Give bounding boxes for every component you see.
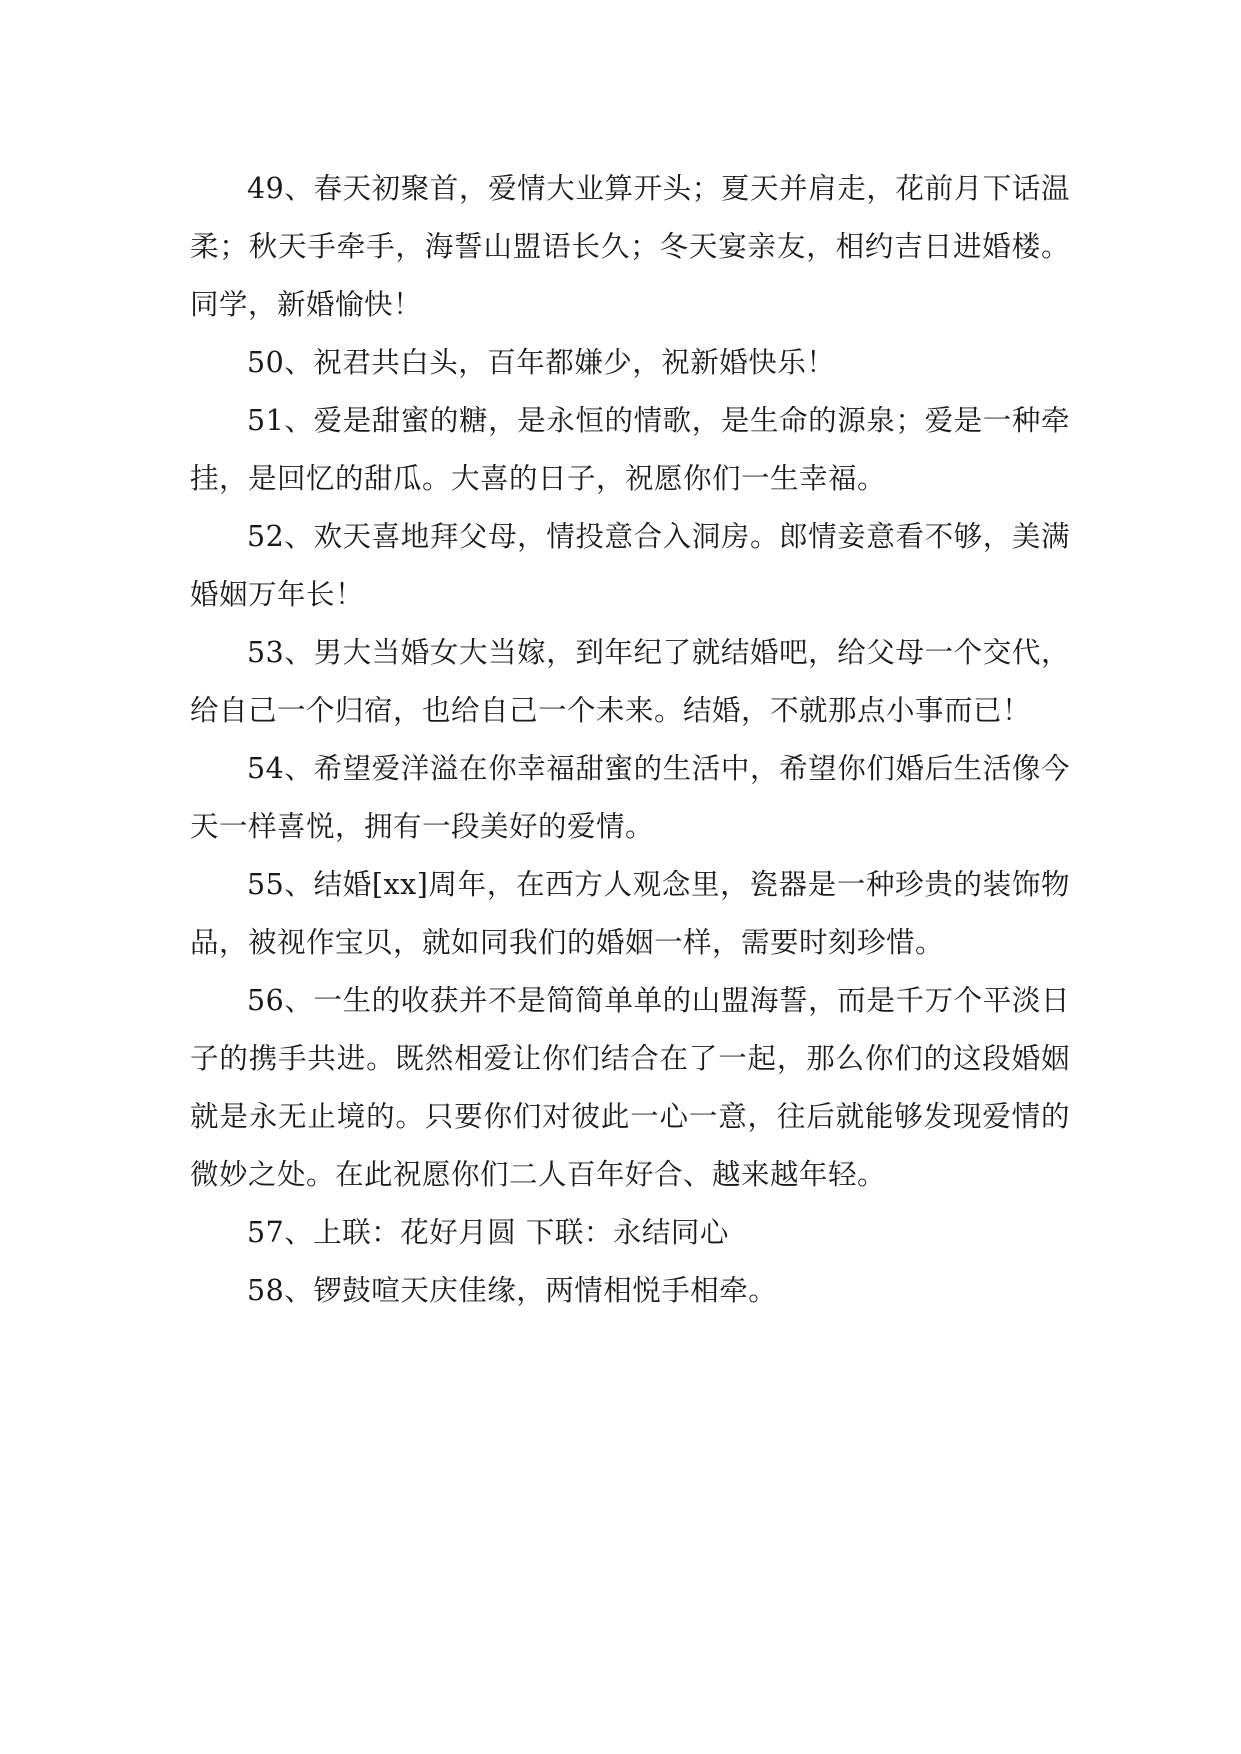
paragraph-54: 54、希望爱洋溢在你幸福甜蜜的生活中，希望你们婚后生活像今天一样喜悦，拥有一段美好的爱情。 — [190, 752, 1070, 843]
paragraph-50: 50、祝君共白头，百年都嫌少，祝新婚快乐！ — [247, 346, 836, 379]
paragraph-56: 56、一生的收获并不是简简单单的山盟海誓，而是千万个平淡日子的携手共进。既然相爱让你们结合在了一起，那么你们的这段婚姻就是永无止境的。只要你们对彼此一心一意，往后就能够发现爱情的微妙之处。在此祝愿你们二人百年好合、越来越年轻。 — [190, 984, 1070, 1191]
paragraph-58: 58、锣鼓喧天庆佳缘，两情相悦手相牵。 — [247, 1274, 778, 1307]
paragraph-53: 53、男大当婚女大当嫁，到年纪了就结婚吧，给父母一个交代，给自己一个归宿，也给自己一个未来。结婚，不就那点小事而已！ — [190, 636, 1070, 727]
document-body — [190, 160, 1070, 1320]
paragraph-52: 52、欢天喜地拜父母，情投意合入洞房。郎情妾意看不够，美满婚姻万年长！ — [190, 520, 1070, 611]
paragraph-55: 55、结婚[xx]周年，在西方人观念里，瓷器是一种珍贵的装饰物品，被视作宝贝，就如同我们的婚姻一样，需要时刻珍惜。 — [190, 868, 1070, 959]
paragraph-57: 57、上联：花好月圆 下联：永结同心 — [247, 1216, 729, 1249]
paragraph-51: 51、爱是甜蜜的糖，是永恒的情歌，是生命的源泉；爱是一种牵挂，是回忆的甜瓜。大喜的日子，祝愿你们一生幸福。 — [190, 404, 1070, 495]
paragraph-49: 49、春天初聚首，爱情大业算开头；夏天并肩走，花前月下话温柔；秋天手牵手，海誓山盟语长久；冬天宴亲友，相约吉日进婚楼。同学，新婚愉快！ — [190, 172, 1070, 321]
